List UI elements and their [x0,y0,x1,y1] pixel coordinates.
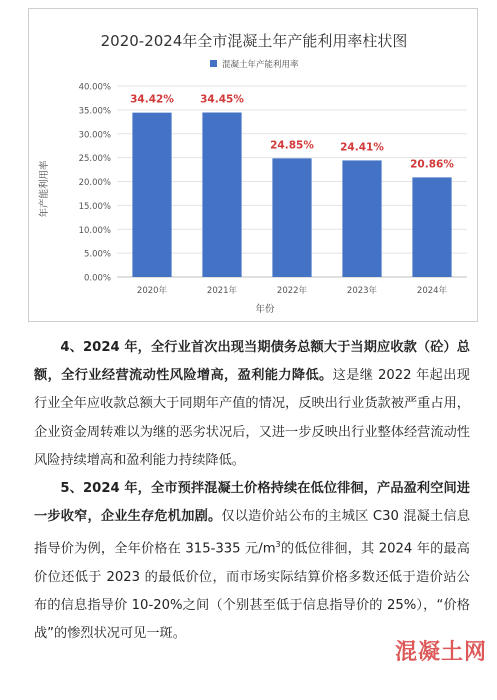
watermark-text: 混凝土网 [394,640,487,665]
paragraph-4-bold: 4、2024 年，全行业首次出现当期债务总额大于当期应收款（砼）总额，全行业经营流动性风险增高，盈利能力降低。 [34,340,470,384]
y-tick-label: 30.00% [78,130,111,141]
chart-svg [29,9,479,323]
data-label: 34.42% [130,93,174,106]
bars [132,113,451,277]
watermark-logo [395,635,487,666]
bar [202,113,241,277]
x-tick-label: 2023年 [346,286,378,296]
legend-swatch [210,60,217,67]
y-tick-label: 5.00% [83,249,111,260]
y-axis-label: 年产能利用率 [39,160,50,218]
data-label: 20.86% [410,158,454,171]
x-tick-label: 2020年 [136,286,168,296]
x-tick-label: 2022年 [276,286,308,296]
superscript-3: 3 [275,540,281,550]
x-tick-label: 2021年 [206,286,238,296]
bar [412,177,451,277]
y-tick-label: 10.00% [78,225,111,236]
paragraph-5-bold: 5、2024 年，全市预拌混凝土价格持续在低位徘徊，产品盈利空间进一步收窄，企业生存危机加剧。 [34,481,470,525]
bar [272,158,311,277]
paragraph-4 [34,334,470,475]
y-tick-label: 0.00% [83,273,111,284]
paragraph-5-text-b: 的低位徘徊，其 2024 年的最高价位还低于 2023 的最低价位，而市场实际结算价格多数还低于造价站公布的信息指导价 10-20%之间（个别甚至低于信息指导价的 25%），“价格战”的惨烈状况可见一斑。 [34,541,470,642]
paragraph-4-text: 这是继 2022 年起出现行业全年应收款总额大于同期年产值的情况，反映出行业货款被严重占用，企业资金周转难以为继的恶劣状况后，又进一步反映出行业整体经营流动性风险持续增高和盈利能力持续降低。 [34,368,470,468]
legend-label: 混凝土年产能利用率 [222,60,299,70]
y-tick-label: 35.00% [78,106,111,117]
x-tick-label: 2024年 [416,286,448,296]
y-tick-labels [79,83,111,284]
data-label: 24.41% [340,141,384,154]
x-tick-labels [137,285,448,296]
y-tick-label: 40.00% [78,82,111,93]
x-axis-label: 年份 [255,304,275,315]
article-body [34,334,470,649]
paragraph-5-text-a: 仅以造价站公布的主城区 C30 混凝土信息指导价为例，全年价格在 315-335 元/m [34,509,471,557]
data-label: 34.45% [200,93,244,106]
y-tick-label: 25.00% [78,154,111,165]
data-label: 24.85% [270,139,314,152]
bar-chart [28,8,478,322]
y-tick-label: 15.00% [78,201,111,212]
bar [132,113,171,277]
legend [210,59,299,70]
y-tick-label: 20.00% [78,178,111,188]
bar [342,160,381,277]
chart-title: 2020-2024年全市混凝土年产能利用率柱状图 [100,32,408,50]
paragraph-5 [34,475,470,649]
